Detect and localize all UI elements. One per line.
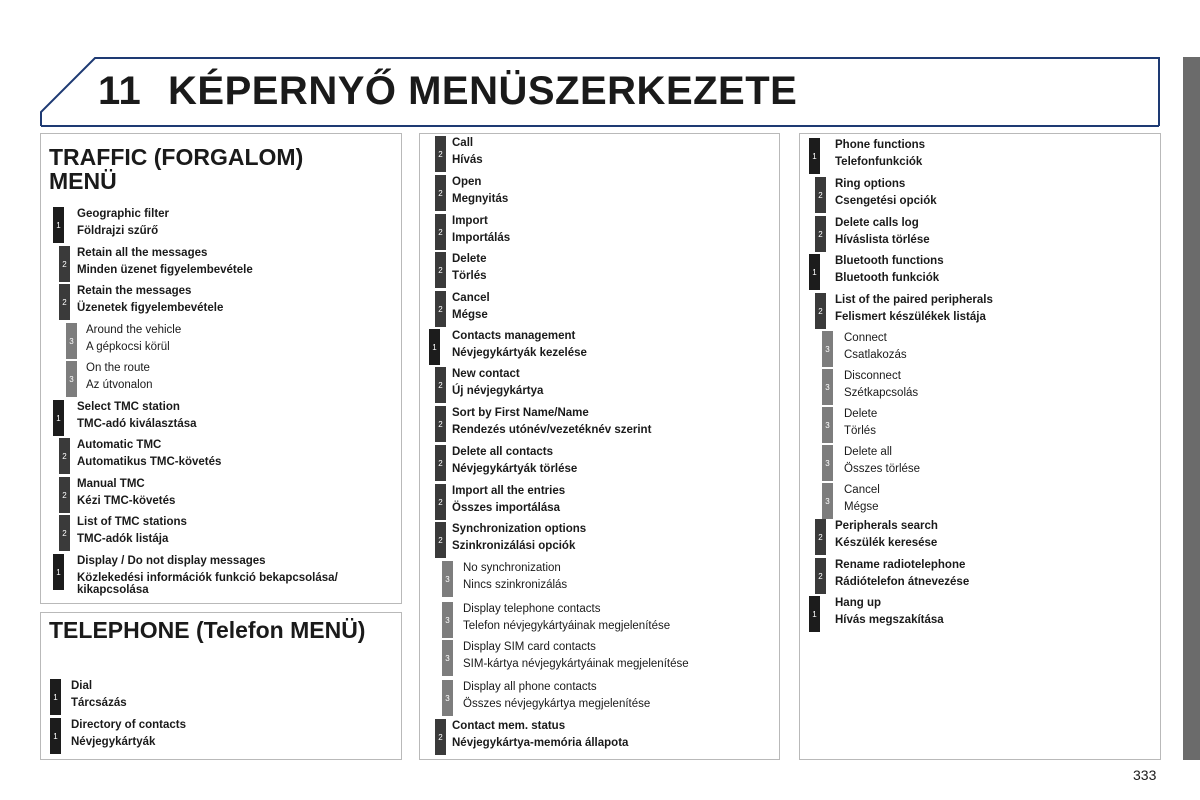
level-badge: 2 [815,216,826,252]
menu-label-english: Select TMC station [77,401,180,413]
menu-label-english: Connect [844,332,887,344]
menu-label-hungarian: TMC-adó kiválasztása [77,418,197,430]
menu-label-english: Rename radiotelephone [835,559,966,571]
chapter-number: 11 [98,69,142,113]
menu-entry-display-sim-card-contacts [0,640,689,676]
menu-label-english: List of the paired peripherals [835,294,993,306]
menu-label-english: Retain all the messages [77,247,208,259]
menu-label-hungarian: Tárcsázás [71,697,127,709]
menu-label-english: Directory of contacts [71,719,187,731]
menu-label-hungarian: Névjegykártyák törlése [452,463,578,475]
menu-label-hungarian: Névjegykártyák [71,736,156,748]
menu-label-hungarian: Csatlakozás [844,349,907,361]
level-badge: 1 [53,207,64,243]
menu-label-hungarian: Importálás [452,232,511,244]
menu-label-hungarian: Bluetooth funkciók [835,272,940,284]
level-badge: 1 [809,254,820,290]
menu-label-english: Delete all [844,446,892,458]
level-badge: 2 [435,252,446,288]
menu-label-hungarian: Csengetési opciók [835,195,937,207]
menu-label-hungarian: Szétkapcsolás [844,387,919,399]
menu-label-hungarian: Automatikus TMC-követés [77,456,222,468]
menu-label-hungarian: Törlés [844,425,876,437]
level-badge: 2 [435,406,446,442]
menu-label-english: Hang up [835,597,881,609]
menu-label-hungarian: Üzenetek figyelembevétele [77,302,224,314]
page-number: 333 [1133,767,1157,783]
menu-label-english: Contacts management [452,330,576,342]
menu-label-english: Synchronization options [452,523,587,535]
menu-label-hungarian: Összes importálása [452,502,561,514]
menu-label-english: Phone functions [835,139,926,151]
menu-label-hungarian: A gépkocsi körül [86,341,170,353]
side-tab-bar [1183,57,1200,760]
level-badge: 3 [442,561,453,597]
menu-label-hungarian: Telefonfunkciók [835,156,923,168]
level-badge: 1 [50,679,61,715]
menu-label-hungarian: Híváslista törlése [835,234,930,246]
level-badge: 2 [59,438,70,474]
menu-label-english: Delete [844,408,878,420]
level-badge: 3 [822,483,833,519]
menu-label-hungarian: Nincs szinkronizálás [463,579,568,591]
level-badge: 3 [442,640,453,676]
chapter-title: KÉPERNYŐ MENÜSZERKEZETE [168,69,798,113]
menu-label-english: Retain the messages [77,285,192,297]
menu-label-english: Contact mem. status [452,720,566,732]
menu-label-english: New contact [452,368,520,380]
level-badge: 2 [435,291,446,327]
menu-label-english: Import all the entries [452,485,566,497]
menu-label-hungarian: Készülék keresése [835,537,938,549]
menu-label-hungarian: TMC-adók listája [77,533,169,545]
menu-label-hungarian: Rendezés utónév/vezetéknév szerint [452,424,652,436]
level-badge: 1 [53,400,64,436]
menu-label-hungarian: Hívás megszakítása [835,614,944,626]
level-badge: 1 [809,138,820,174]
level-badge: 2 [815,177,826,213]
level-badge: 2 [435,522,446,558]
menu-label-hungarian: Új névjegykártya [452,385,544,397]
menu-label-hungarian: Mégse [452,309,488,321]
level-badge: 2 [815,558,826,594]
menu-label-english: Call [452,137,474,149]
level-badge: 3 [442,680,453,716]
level-badge: 2 [435,719,446,755]
level-badge: 2 [435,445,446,481]
level-badge: 2 [435,484,446,520]
menu-label-english: Delete calls log [835,217,919,229]
menu-label-english: No synchronization [463,562,561,574]
level-badge: 2 [435,214,446,250]
menu-label-english: Automatic TMC [77,439,162,451]
level-badge: 1 [429,329,440,365]
level-badge: 2 [435,367,446,403]
menu-label-hungarian-continued: kikapcsolása [77,584,149,596]
level-badge: 3 [822,331,833,367]
level-badge: 1 [50,718,61,754]
menu-label-hungarian: Névjegykártyák kezelése [452,347,587,359]
menu-label-hungarian: Földrajzi szűrő [77,225,159,237]
menu-label-english: Bluetooth functions [835,255,944,267]
menu-label-hungarian: Minden üzenet figyelembevétele [77,264,253,276]
menu-label-english: Manual TMC [77,478,145,490]
menu-label-english: Delete [452,253,487,265]
menu-label-hungarian: Hívás [452,154,483,166]
level-badge: 3 [66,323,77,359]
level-badge: 1 [809,596,820,632]
menu-label-english: Peripherals search [835,520,938,532]
menu-label-english: Geographic filter [77,208,170,220]
menu-label-english: Sort by First Name/Name [452,407,589,419]
menu-label-english: Display all phone contacts [463,681,597,693]
menu-label-english: Around the vehicle [86,324,182,336]
menu-label-english: Dial [71,680,93,692]
menu-label-english: List of TMC stations [77,516,187,528]
menu-label-english: Open [452,176,482,188]
traffic-title-line1: TRAFFIC (FORGALOM) [49,144,304,170]
menu-label-english: Cancel [452,292,490,304]
menu-label-hungarian: Szinkronizálási opciók [452,540,576,552]
menu-label-english: Import [452,215,488,227]
menu-label-english: Cancel [844,484,880,496]
level-badge: 3 [442,602,453,638]
menu-label-english: Ring options [835,178,906,190]
level-badge: 2 [435,136,446,172]
level-badge: 2 [59,246,70,282]
menu-label-hungarian: Összes névjegykártya megjelenítése [463,698,651,710]
menu-label-english: Display telephone contacts [463,603,601,615]
menu-label-english: Delete all contacts [452,446,553,458]
menu-label-hungarian: Közlekedési információk funkció bekapcsolása/ [77,572,338,584]
menu-label-hungarian: Mégse [844,501,879,513]
menu-label-hungarian: Az útvonalon [86,379,153,391]
menu-label-hungarian: SIM-kártya névjegykártyáinak megjelenítése [463,658,689,670]
menu-label-hungarian: Megnyitás [452,193,509,205]
level-badge: 3 [822,445,833,481]
level-badge: 3 [822,369,833,405]
level-badge: 2 [815,293,826,329]
menu-label-hungarian: Névjegykártya-memória állapota [452,737,629,749]
menu-label-english: Display SIM card contacts [463,641,596,653]
level-badge: 2 [59,284,70,320]
chapter-header [40,57,1160,127]
menu-label-hungarian: Felismert készülékek listája [835,311,986,323]
menu-label-hungarian: Telefon névjegykártyáinak megjelenítése [463,620,671,632]
menu-label-english: Disconnect [844,370,901,382]
menu-label-hungarian: Kézi TMC-követés [77,495,176,507]
menu-label-english: Display / Do not display messages [77,555,266,567]
level-badge: 3 [66,361,77,397]
level-badge: 2 [815,519,826,555]
level-badge: 2 [435,175,446,211]
menu-label-english: On the route [86,362,150,374]
level-badge: 1 [53,554,64,590]
level-badge: 2 [59,477,70,513]
traffic-title-line2: MENÜ [49,168,117,194]
menu-label-hungarian: Törlés [452,270,487,282]
level-badge: 2 [59,515,70,551]
menu-label-hungarian: Összes törlése [844,463,921,475]
level-badge: 3 [822,407,833,443]
telephone-title: TELEPHONE (Telefon MENÜ) [49,617,366,643]
menu-label-hungarian: Rádiótelefon átnevezése [835,576,970,588]
